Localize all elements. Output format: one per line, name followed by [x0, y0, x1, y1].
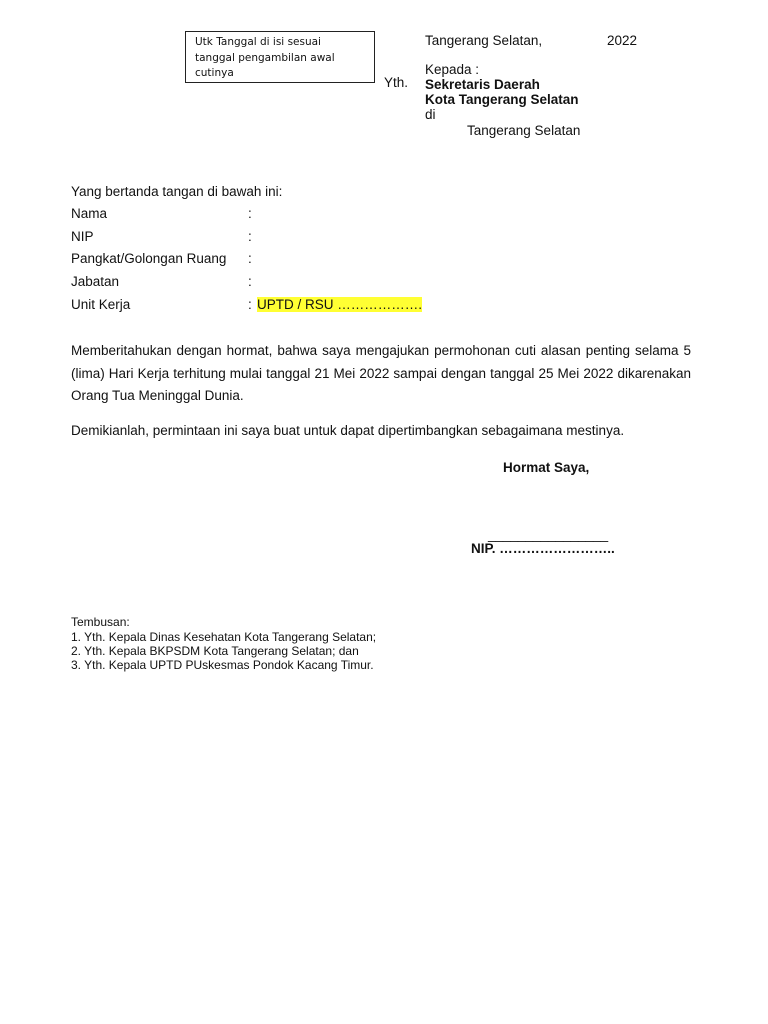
body-paragraph-closing: Demikianlah, permintaan ini saya buat untuk dapat dipertimbangkan sebagaimana mestinya.: [71, 423, 625, 438]
intro-text: Yang bertanda tangan di bawah ini:: [71, 184, 283, 199]
field-colon: :: [248, 229, 252, 244]
field-colon: :: [248, 274, 252, 289]
recipient-title: Sekretaris Daerah: [425, 77, 540, 92]
recipient-institution: Kota Tangerang Selatan: [425, 92, 579, 107]
place-date: Tangerang Selatan,: [425, 33, 543, 48]
signature-line: ________________: [488, 527, 609, 542]
note-line: tanggal pengambilan awal: [195, 51, 335, 64]
tembusan-item: 1. Yth. Kepala Dinas Kesehatan Kota Tangerang Selatan;: [71, 630, 377, 644]
field-label-nama: Nama: [71, 206, 108, 221]
closing-salutation: Hormat Saya,: [503, 460, 590, 475]
field-colon: :: [248, 251, 252, 266]
field-label-jabatan: Jabatan: [71, 274, 120, 289]
field-colon: :: [248, 206, 252, 221]
field-label-pangkat: Pangkat/Golongan Ruang: [71, 251, 227, 266]
signature-nip: NIP. ……………………..: [471, 541, 615, 556]
note-line: Utk Tanggal di isi sesuai: [195, 36, 321, 48]
kepada-label: Kepada :: [425, 62, 480, 77]
note-line: cutinya: [195, 67, 234, 79]
tembusan-item: 2. Yth. Kepala BKPSDM Kota Tangerang Selatan; dan: [71, 644, 359, 658]
letter-year: 2022: [607, 33, 638, 48]
recipient-location: Tangerang Selatan: [467, 123, 581, 138]
field-colon: :: [248, 297, 252, 312]
body-paragraph-request: Memberitahukan dengan hormat, bahwa saya mengajukan permohonan cuti alasan penting selama 5 (lima) Hari Kerja terhitung mulai tanggal 21 Mei 2022 sampai dengan tanggal 25 Mei 2022 dikarenakan Orang Tua Meninggal Dunia.: [71, 343, 691, 403]
field-label-nip: NIP: [71, 229, 94, 244]
di-label: di: [425, 107, 436, 122]
tembusan-title: Tembusan:: [71, 615, 130, 629]
yth-label: Yth.: [384, 75, 409, 90]
tembusan-item: 3. Yth. Kepala UPTD PUskesmas Pondok Kacang Timur.: [71, 658, 374, 672]
field-label-unit-kerja: Unit Kerja: [71, 297, 131, 312]
field-value-unit-kerja: UPTD / RSU ……………….: [257, 297, 423, 312]
instruction-note-box: [185, 31, 375, 83]
